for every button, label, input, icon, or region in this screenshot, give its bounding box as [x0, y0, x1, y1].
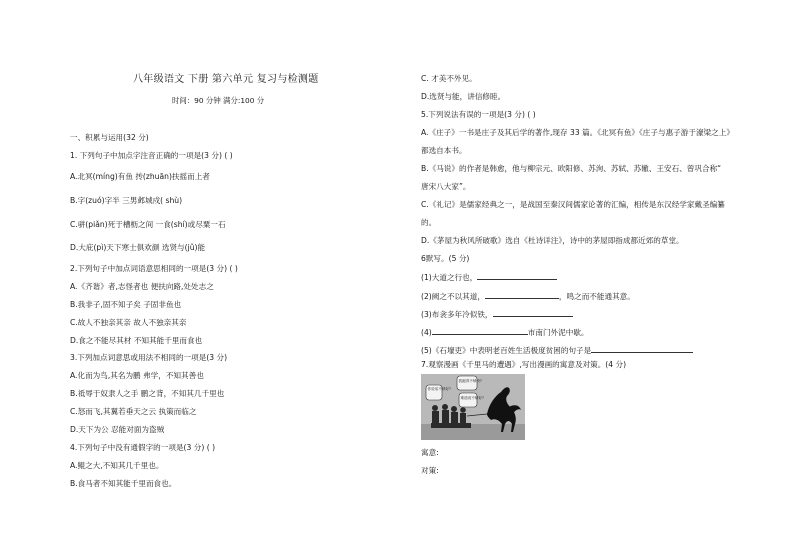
question-3-option-b: B.祗辱于奴隶人之手 鹏之背，不知其几千里也: [70, 389, 225, 398]
question-3-stem: 3.下列加点词意思或用法不相同的一项是(3 分): [70, 353, 228, 362]
dictation-line-3: [421, 308, 573, 320]
question-5-stem: 5.下列说法有误的一项是(3 分) ( ): [421, 110, 536, 119]
cartoon-illustration: [421, 374, 525, 440]
question-3-option-a: A.化而为鸟,其名为鹏 弗学，不知其善也: [70, 371, 204, 380]
question-5-option-b-line1: B.《马说》的作者是韩愈，他与柳宗元、欧阳修、苏洵、苏轼、苏辙、王安石、曾巩合称“: [421, 164, 722, 173]
question-5-option-a-line2: 都选自本书。: [421, 146, 467, 155]
answer-blank[interactable]: [432, 326, 528, 335]
question-2-option-b: B.我非子,固不知子矣 子固非鱼也: [70, 300, 182, 309]
question-3-option-c: C.怒而飞,其翼若垂天之云 执策而临之: [70, 407, 197, 416]
answer-blank[interactable]: [493, 308, 573, 317]
answer-blank[interactable]: [591, 344, 693, 353]
question-2-option-c: C.故人不独亲其亲 故人不独亲其亲: [70, 318, 187, 327]
bubble-text: 难道说不够好?: [460, 396, 484, 400]
dictation-line-3-text: (3)布衾多年冷似铁，: [421, 310, 493, 319]
dictation-line-4-text-a: (4): [421, 328, 432, 337]
question-4-option-c: C. 才美不外见。: [421, 74, 477, 83]
question-1-option-b: B.字(zuó)字半 三男邺城戍( shù): [70, 196, 183, 205]
bubble-text: 我跑得不够快?: [458, 379, 482, 383]
section-heading: 一、积累与运用(32 分): [70, 133, 149, 142]
question-6-stem: 6默写。(5 分): [421, 254, 470, 263]
answer-blank[interactable]: [477, 271, 557, 280]
time-info: 时间：90 分钟 满分:100 分: [172, 96, 265, 105]
dictation-line-4-text-b: 市南门外泥中歇。: [527, 328, 589, 337]
question-1-option-d: D.大庇(pì)天下寒士俱欢颜 选贤与(jǔ)能: [70, 243, 206, 252]
question-5-option-d: D.《茅屋为秋风所破歌》选自《杜诗详注》，诗中的茅屋即指成都近郊的草堂。: [421, 236, 684, 245]
question-4-option-a: A.鲲之大,不知其几千里也。: [70, 461, 164, 470]
question-4-option-b: B.食马者不知其能千里而食也。: [70, 479, 177, 488]
question-2-option-d: D.食之不能尽其材 不知其能千里而食也: [70, 336, 203, 345]
question-1-option-a: A.北冥(míng)有鱼 抟(zhuān)扶摇而上者: [70, 172, 210, 181]
question-7-stem: 7.观察漫画《千里马的遭遇》,写出漫画的寓意及对策。(4 分): [421, 360, 627, 369]
question-5-option-a-line1: A.《庄子》一书是庄子及其后学的著作,现存 33 篇。《北冥有鱼》《庄子与惠子游于濠梁之上》: [421, 128, 734, 137]
dictation-line-1: [421, 271, 557, 283]
question-5-option-c-line1: C.《礼记》是儒家经典之一，是战国至秦汉间儒家论著的汇编，相传是东汉经学家戴圣编纂: [421, 200, 725, 209]
question-4-stem: 4.下列句子中没有通假字的一项是(3 分) ( ): [70, 443, 216, 452]
answer-blank[interactable]: [485, 290, 559, 299]
question-2-stem: 2.下列句子中加点词语意思相同的一项是(3 分) ( ): [70, 264, 238, 273]
page-title: 八年级语文 下册 第六单元 复习与检测题: [133, 74, 319, 85]
strategy-label: 对策:: [421, 466, 439, 475]
dictation-line-2: [421, 290, 635, 302]
bubble-text: 你说话不够好?: [427, 387, 451, 391]
question-4-option-d: D.选贤与能，讲信修睦。: [421, 92, 506, 101]
question-5-option-c-line2: 的。: [421, 218, 437, 227]
question-2-option-a: A.《齐谐》者,志怪者也 便扶向路,处处志之: [70, 282, 214, 291]
dictation-line-4: [421, 326, 589, 338]
dictation-line-5-text: (5)《石壕吏》中表明老百姓生活极度贫困的句子是: [421, 346, 592, 355]
dictation-line-2-text-a: (2)阙之不以其道，: [421, 292, 485, 301]
meaning-label: 寓意:: [421, 448, 439, 457]
dictation-line-5: [421, 344, 693, 356]
dictation-line-1-text: (1)大道之行也，: [421, 273, 478, 282]
question-3-option-d: D.天下为公 忍能对面为盗贼: [70, 425, 165, 434]
dictation-line-2-text-b: ，鸣之而不能通其意。: [558, 292, 635, 301]
question-1-stem: 1. 下列句子中加点字注音正确的一项是(3 分) ( ): [70, 151, 233, 160]
question-5-option-b-line2: 唐宋八大家”。: [421, 182, 471, 191]
question-1-option-c: C.骈(piǎn)死于槽枥之间 一食(shí)或尽粟一石: [70, 220, 226, 229]
